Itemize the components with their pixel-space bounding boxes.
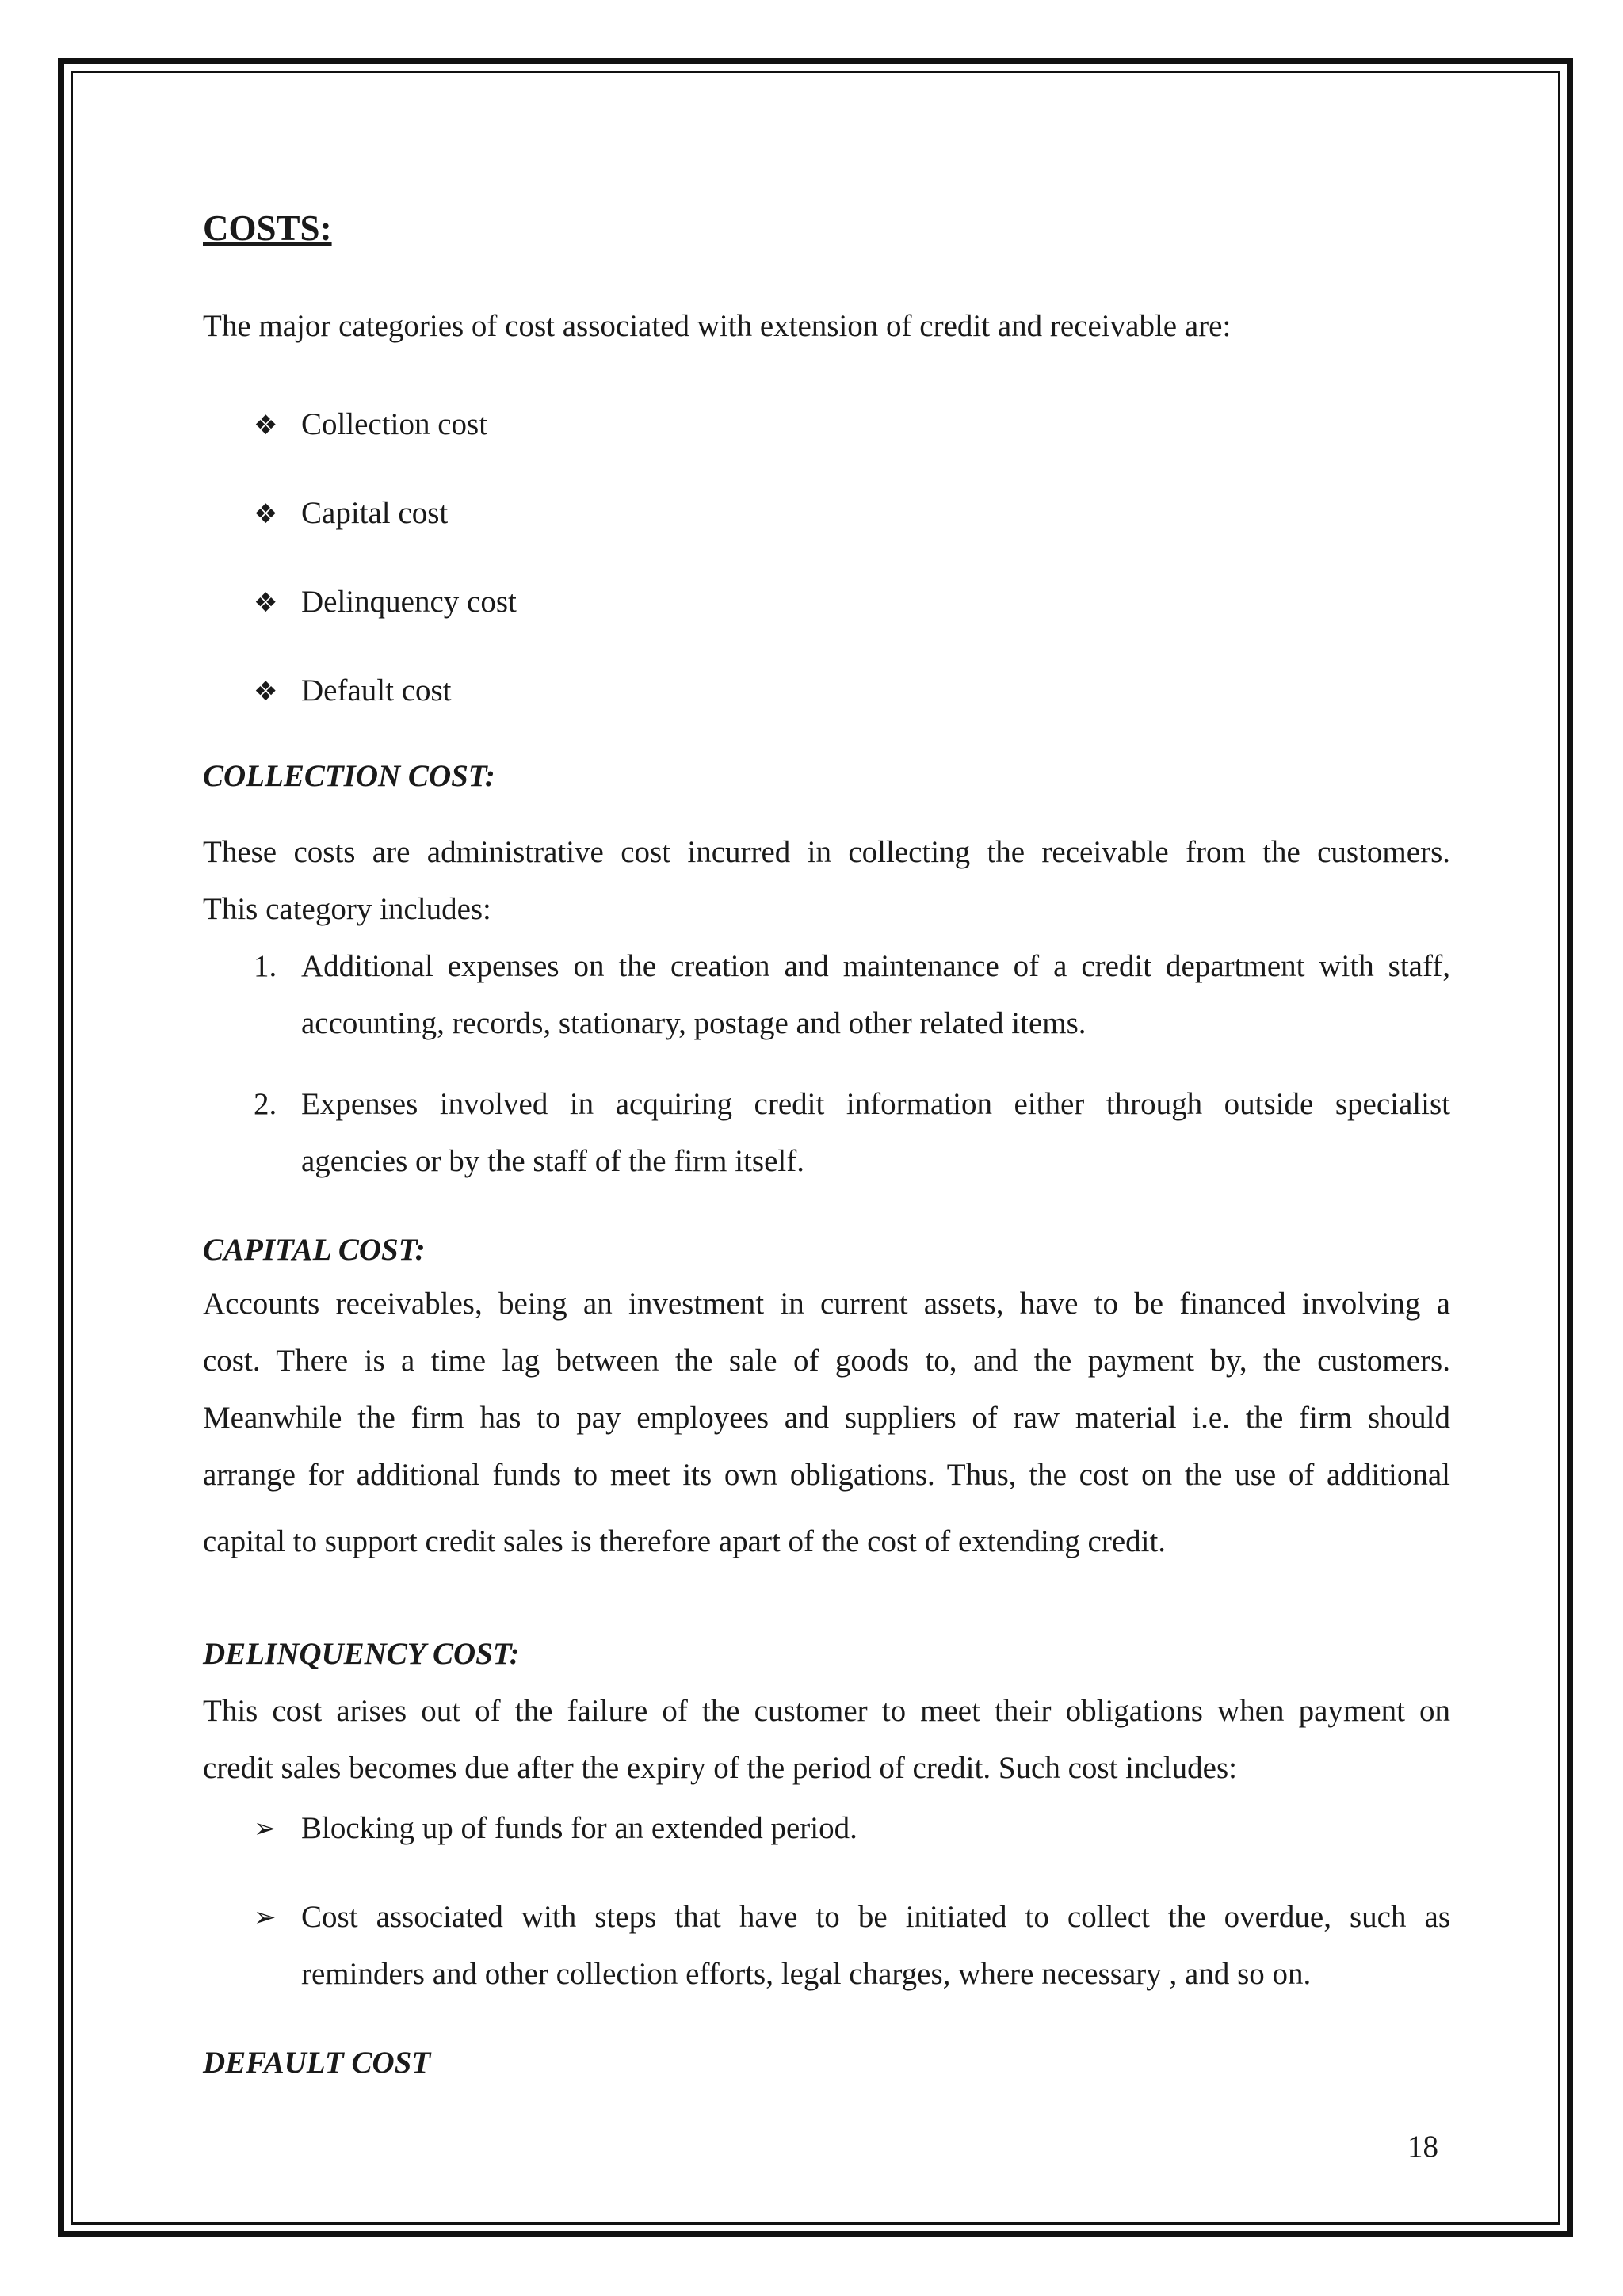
list-item-line: Cost associated with steps that have to be initiated to collect the overdue, such as <box>301 1900 1450 1934</box>
page-number: 18 <box>1407 2130 1438 2164</box>
category-item <box>254 574 517 631</box>
collection-cost-paragraph <box>203 824 1450 938</box>
list-item-line: reminders and other collection efforts, legal charges, where necessary , and so on. <box>301 1957 1312 1991</box>
category-label: Collection cost <box>301 407 488 441</box>
list-item-marker: 1. <box>254 949 277 983</box>
paragraph-line: arrange for additional funds to meet its own obligations. Thus, the cost on the use of additional <box>203 1458 1450 1492</box>
capital-cost-heading: CAPITAL COST: <box>203 1233 426 1267</box>
list-item-line: Additional expenses on the creation and maintenance of a credit department with staff, <box>301 949 1450 983</box>
arrow-bullet-icon: ➢ <box>254 1901 277 1933</box>
default-cost-heading: DEFAULT COST <box>203 2046 431 2080</box>
delinquency-cost-paragraph <box>203 1683 1450 1797</box>
collection-item-2 <box>301 1076 1450 1190</box>
diamond-bullet-icon: ❖ <box>254 676 278 707</box>
page-title: COSTS: <box>203 208 332 248</box>
paragraph-line: Accounts receivables, being an investment in current assets, have to be financed involving a <box>203 1287 1450 1321</box>
category-label: Capital cost <box>301 496 449 530</box>
paragraph-line: This cost arises out of the failure of the customer to meet their obligations when payment on <box>203 1694 1450 1728</box>
paragraph-line: capital to support credit sales is therefore apart of the cost of extending credit. <box>203 1524 1167 1558</box>
intro-paragraph: The major categories of cost associated with extension of credit and receivable are: <box>203 309 1232 343</box>
category-item <box>254 485 448 543</box>
arrow-bullet-icon: ➢ <box>254 1813 277 1844</box>
list-item-marker: 2. <box>254 1087 277 1121</box>
delinquency-item-2 <box>301 1889 1450 2003</box>
category-label: Delinquency cost <box>301 585 517 619</box>
collection-item-1 <box>301 938 1450 1052</box>
delinquency-item-1 <box>301 1800 1450 1857</box>
paragraph-line: This category includes: <box>203 892 491 926</box>
diamond-bullet-icon: ❖ <box>254 587 278 619</box>
category-item <box>254 396 487 454</box>
diamond-bullet-icon: ❖ <box>254 410 278 441</box>
capital-cost-paragraph <box>203 1276 1450 1570</box>
delinquency-cost-heading: DELINQUENCY COST: <box>203 1637 520 1671</box>
list-item-line: Blocking up of funds for an extended period. <box>301 1811 857 1845</box>
list-item-line: Expenses involved in acquiring credit information either through outside specialist <box>301 1087 1450 1121</box>
list-item-line: agencies or by the staff of the firm itself. <box>301 1144 804 1178</box>
category-item <box>254 662 452 720</box>
diamond-bullet-icon: ❖ <box>254 498 278 530</box>
paragraph-line: credit sales becomes due after the expiry of the period of credit. Such cost includes: <box>203 1751 1237 1785</box>
paragraph-line: cost. There is a time lag between the sale of goods to, and the payment by, the customers. <box>203 1344 1450 1378</box>
category-label: Default cost <box>301 673 452 707</box>
paragraph-line: These costs are administrative cost incurred in collecting the receivable from the customers. <box>203 835 1450 869</box>
collection-cost-heading: COLLECTION COST: <box>203 759 495 793</box>
paragraph-line: Meanwhile the firm has to pay employees and suppliers of raw material i.e. the firm should <box>203 1401 1450 1435</box>
list-item-line: accounting, records, stationary, postage and other related items. <box>301 1006 1086 1040</box>
